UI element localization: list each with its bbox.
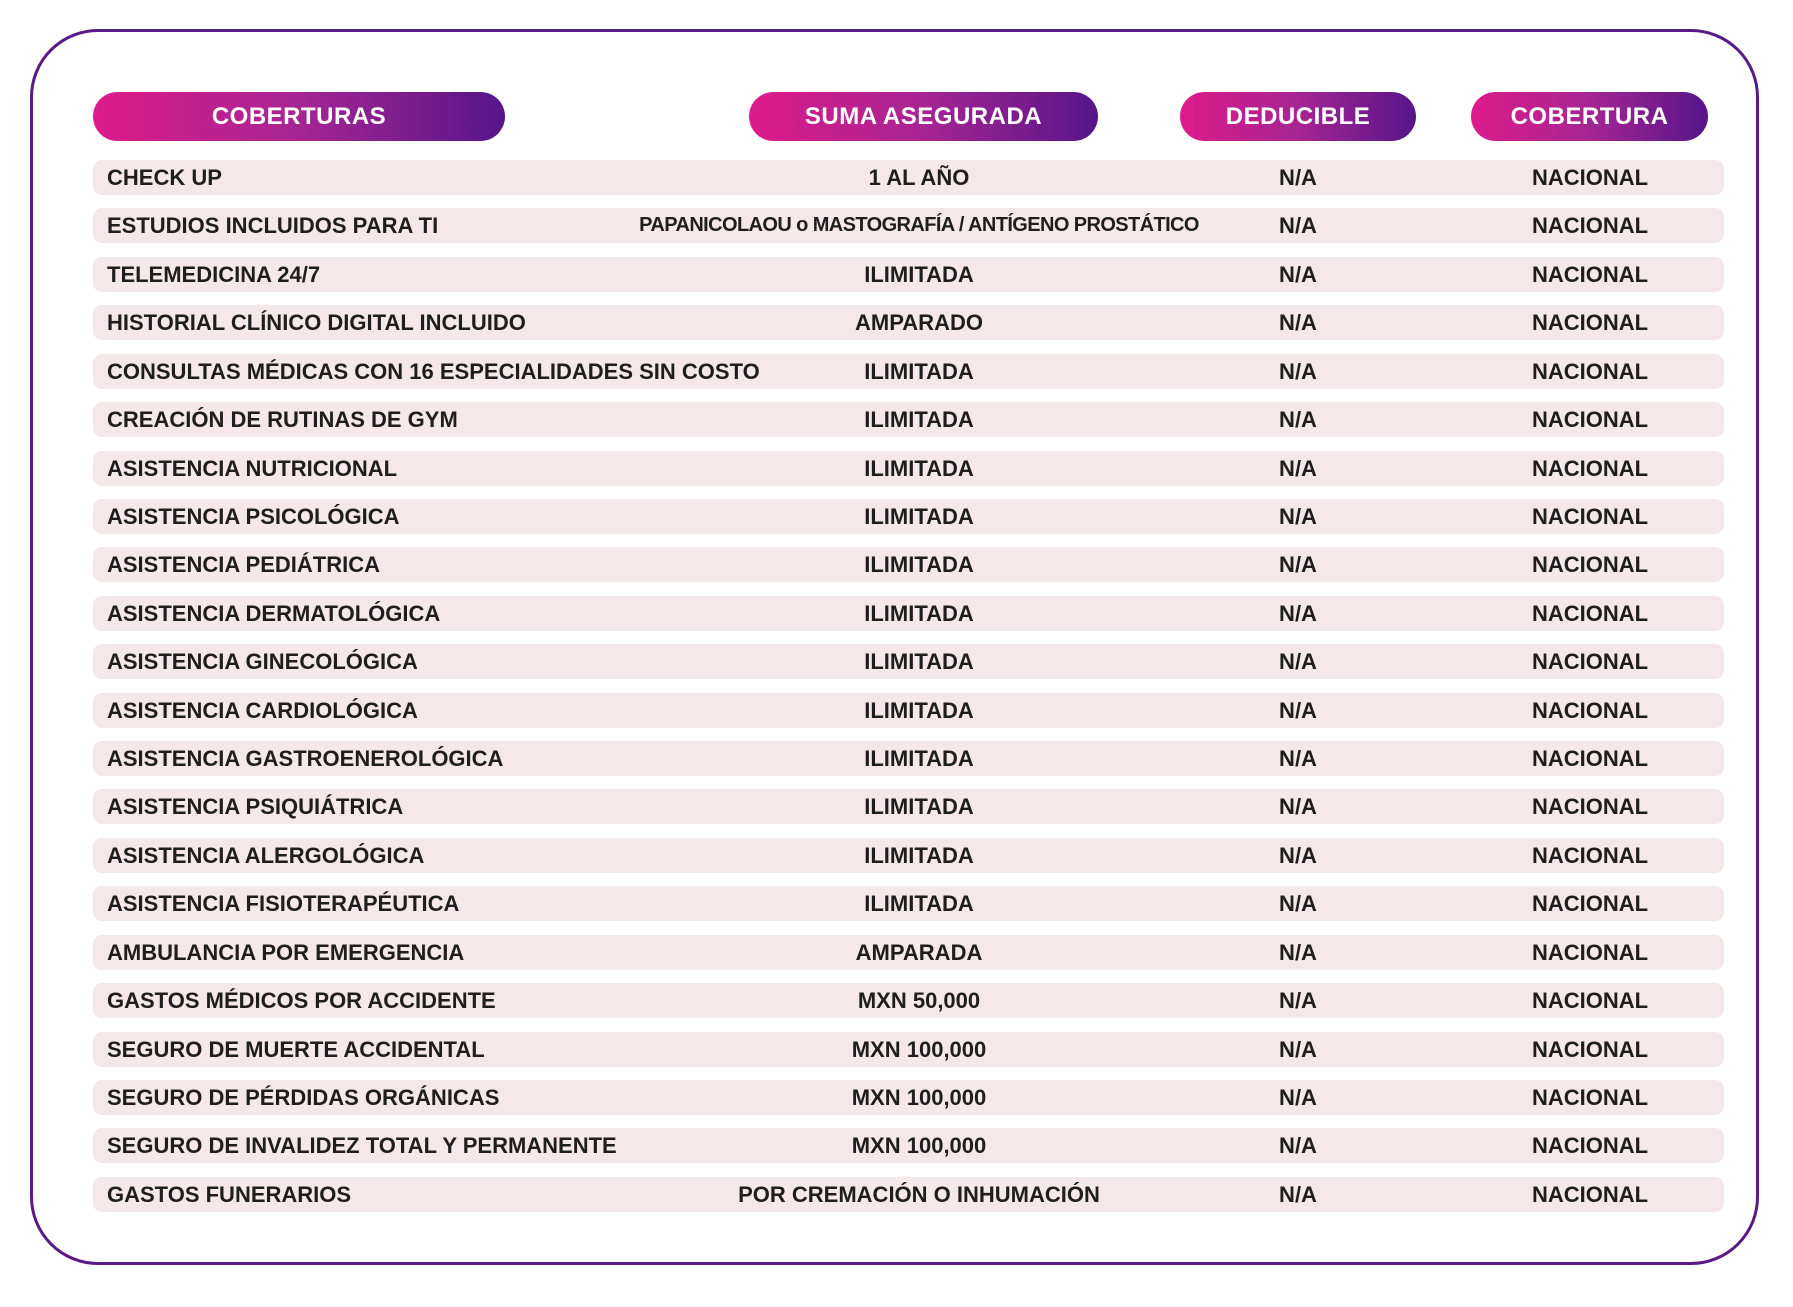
header-deductible: DEDUCIBLE [1180, 92, 1416, 141]
deductible-cell: N/A [1279, 213, 1317, 239]
deductible-cell: N/A [1279, 358, 1317, 384]
sum-insured-cell: POR CREMACIÓN O INHUMACIÓN [738, 1181, 1100, 1207]
sum-insured-cell: PAPANICOLAOU o MASTOGRAFÍA / ANTÍGENO PROSTÁTICO [639, 214, 1199, 237]
table-row [93, 838, 1724, 873]
sum-insured-cell: ILIMITADA [864, 600, 974, 626]
header-coverage: COBERTURA [1471, 92, 1708, 141]
sum-insured-cell: MXN 50,000 [857, 988, 981, 1014]
table-row [93, 1128, 1724, 1163]
coverage-scope-cell: NACIONAL [1531, 891, 1649, 917]
deductible-cell: N/A [1279, 988, 1317, 1014]
deductible-cell: N/A [1279, 1181, 1317, 1207]
table-row [93, 983, 1724, 1018]
table-row [93, 208, 1724, 243]
coverage-name-cell: AMBULANCIA POR EMERGENCIA [107, 939, 465, 965]
coverage-scope-cell: NACIONAL [1531, 261, 1649, 287]
deductible-cell: N/A [1279, 407, 1317, 433]
sum-insured-cell: MXN 100,000 [851, 1133, 987, 1159]
table-row [93, 935, 1724, 970]
deductible-cell: N/A [1279, 1036, 1317, 1062]
deductible-cell: N/A [1279, 891, 1317, 917]
coverage-name-cell: SEGURO DE MUERTE ACCIDENTAL [107, 1036, 485, 1062]
coverage-scope-cell: NACIONAL [1531, 213, 1649, 239]
table-row [93, 596, 1724, 631]
coverage-name-cell: ESTUDIOS INCLUIDOS PARA TI [107, 213, 439, 239]
table-row [93, 160, 1724, 195]
table-row [93, 547, 1724, 582]
coverage-name-cell: ASISTENCIA DERMATOLÓGICA [107, 600, 441, 626]
deductible-cell: N/A [1279, 165, 1317, 190]
coverage-name-cell: ASISTENCIA NUTRICIONAL [107, 455, 398, 481]
sum-insured-cell: AMPARADO [855, 310, 983, 336]
coverage-scope-cell: NACIONAL [1531, 697, 1649, 723]
coverage-rows [93, 160, 1724, 1212]
deductible-cell: N/A [1279, 1133, 1317, 1159]
coverage-name-cell: TELEMEDICINA 24/7 [107, 261, 321, 287]
coverage-scope-cell: NACIONAL [1531, 358, 1649, 384]
table-row [93, 644, 1724, 679]
sum-insured-cell: ILIMITADA [864, 407, 974, 433]
deductible-cell: N/A [1279, 552, 1317, 578]
sum-insured-cell: MXN 100,000 [851, 1036, 987, 1062]
coverage-name-cell: ASISTENCIA PSIQUIÁTRICA [107, 794, 404, 820]
coverage-name-cell: CHECK UP [107, 165, 222, 190]
sum-insured-cell: ILIMITADA [864, 552, 974, 578]
coverage-scope-cell: NACIONAL [1531, 842, 1649, 868]
deductible-cell: N/A [1279, 939, 1317, 965]
table-row [93, 305, 1724, 340]
coverage-name-cell: CONSULTAS MÉDICAS CON 16 ESPECIALIDADES SIN COSTO [107, 358, 760, 384]
sum-insured-cell: 1 AL AÑO [868, 165, 970, 190]
coverage-name-cell: ASISTENCIA ALERGOLÓGICA [107, 842, 425, 868]
sum-insured-cell: ILIMITADA [864, 842, 974, 868]
table-row [93, 1032, 1724, 1067]
table-row [93, 1080, 1724, 1115]
coverage-scope-cell: NACIONAL [1531, 310, 1649, 336]
coverage-name-cell: ASISTENCIA GINECOLÓGICA [107, 649, 418, 675]
header-sum-insured: SUMA ASEGURADA [749, 92, 1098, 141]
table-row [93, 402, 1724, 437]
coverage-name-cell: ASISTENCIA FISIOTERAPÉUTICA [107, 891, 460, 917]
coverage-scope-cell: NACIONAL [1531, 1181, 1649, 1207]
deductible-cell: N/A [1279, 600, 1317, 626]
coverage-name-cell: GASTOS MÉDICOS POR ACCIDENTE [107, 988, 496, 1014]
table-row [93, 354, 1724, 389]
table-row [93, 886, 1724, 921]
deductible-cell: N/A [1279, 503, 1317, 529]
coverage-name-cell: HISTORIAL CLÍNICO DIGITAL INCLUIDO [107, 310, 526, 336]
table-row [93, 741, 1724, 776]
coverage-name-cell: ASISTENCIA GASTROENEROLÓGICA [107, 746, 504, 772]
coverage-scope-cell: NACIONAL [1531, 988, 1649, 1014]
deductible-cell: N/A [1279, 746, 1317, 772]
coverage-scope-cell: NACIONAL [1531, 1036, 1649, 1062]
table-row [93, 499, 1724, 534]
deductible-cell: N/A [1279, 794, 1317, 820]
deductible-cell: N/A [1279, 1085, 1317, 1111]
table-row [93, 451, 1724, 486]
deductible-cell: N/A [1279, 455, 1317, 481]
coverage-scope-cell: NACIONAL [1531, 552, 1649, 578]
deductible-cell: N/A [1279, 697, 1317, 723]
sum-insured-cell: ILIMITADA [864, 891, 974, 917]
table-row [93, 789, 1724, 824]
coverage-name-cell: SEGURO DE PÉRDIDAS ORGÁNICAS [107, 1085, 500, 1111]
sum-insured-cell: MXN 100,000 [851, 1085, 987, 1111]
coverage-scope-cell: NACIONAL [1531, 600, 1649, 626]
coverage-name-cell: ASISTENCIA PSICOLÓGICA [107, 503, 400, 529]
sum-insured-cell: ILIMITADA [864, 503, 974, 529]
coverage-scope-cell: NACIONAL [1531, 1085, 1649, 1111]
deductible-cell: N/A [1279, 842, 1317, 868]
deductible-cell: N/A [1279, 310, 1317, 336]
coverage-name-cell: GASTOS FUNERARIOS [107, 1181, 352, 1207]
header-coverages: COBERTURAS [93, 92, 505, 141]
coverage-scope-cell: NACIONAL [1531, 407, 1649, 433]
coverage-scope-cell: NACIONAL [1531, 939, 1649, 965]
coverage-scope-cell: NACIONAL [1531, 649, 1649, 675]
deductible-cell: N/A [1279, 261, 1317, 287]
coverage-scope-cell: NACIONAL [1531, 165, 1649, 190]
sum-insured-cell: ILIMITADA [864, 455, 974, 481]
sum-insured-cell: ILIMITADA [864, 358, 974, 384]
sum-insured-cell: ILIMITADA [864, 794, 974, 820]
table-row [93, 257, 1724, 292]
deductible-cell: N/A [1279, 649, 1317, 675]
coverage-name-cell: CREACIÓN DE RUTINAS DE GYM [107, 407, 458, 433]
coverage-scope-cell: NACIONAL [1531, 1133, 1649, 1159]
coverage-scope-cell: NACIONAL [1531, 455, 1649, 481]
table-row [93, 693, 1724, 728]
sum-insured-cell: ILIMITADA [864, 697, 974, 723]
sum-insured-cell: ILIMITADA [864, 261, 974, 287]
coverage-name-cell: ASISTENCIA CARDIOLÓGICA [107, 697, 418, 723]
coverage-scope-cell: NACIONAL [1531, 746, 1649, 772]
coverage-scope-cell: NACIONAL [1531, 794, 1649, 820]
sum-insured-cell: ILIMITADA [864, 649, 974, 675]
table-row [93, 1177, 1724, 1212]
coverage-name-cell: ASISTENCIA PEDIÁTRICA [107, 552, 380, 578]
sum-insured-cell: AMPARADA [855, 939, 983, 965]
sum-insured-cell: ILIMITADA [864, 746, 974, 772]
coverage-scope-cell: NACIONAL [1531, 503, 1649, 529]
coverage-name-cell: SEGURO DE INVALIDEZ TOTAL Y PERMANENTE [107, 1133, 617, 1159]
